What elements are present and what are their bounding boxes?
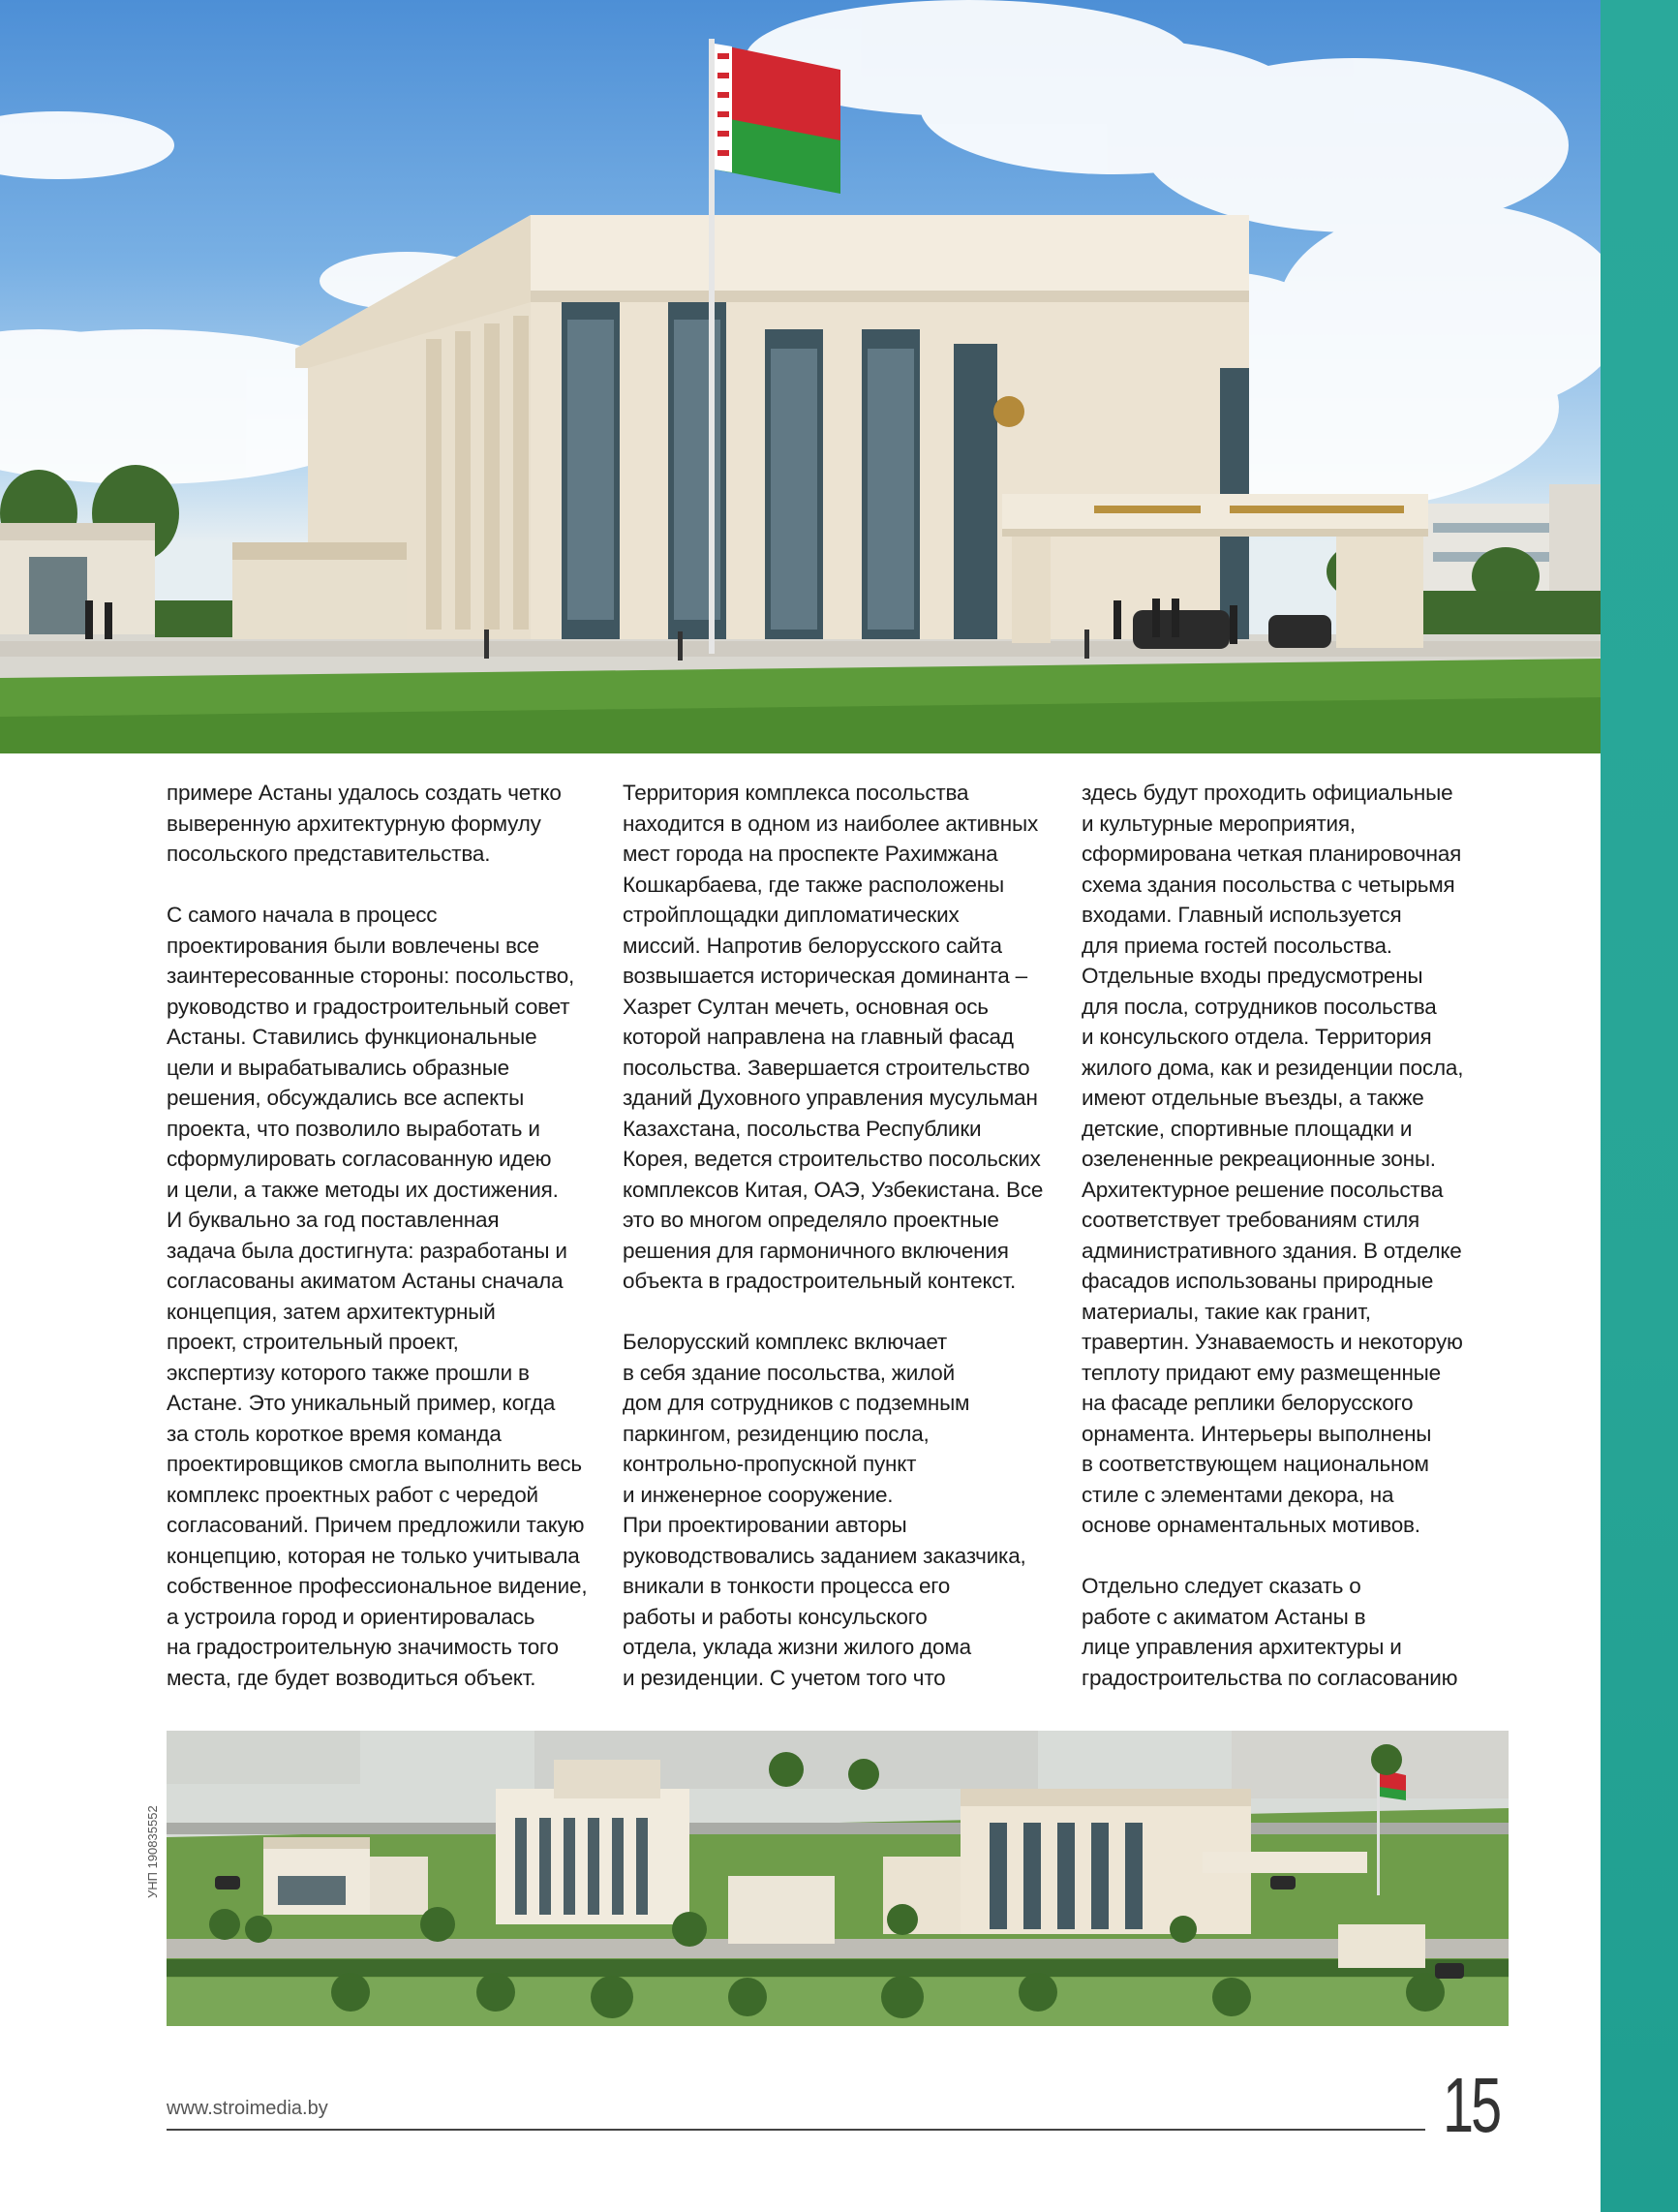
paragraph: здесь будут проходить официальные и культурные мероприятия, сформирована четкая планировочная схема здания посольства с четырьмя входами. Главный используется для приема гостей посольства. Отдельные входы предусмотрены для посла, сотрудников посольства и консульского отдела. Территория жилого дома, как и резиденции посла, имеют отдельные въезды, а также детские, спортивные площадки и озелененные рекреационные зоны. Архитектурное решение посольства соответствует требованиям стиля административного здания. В отделке фасадов использованы природные материалы, такие как гранит, травертин. Узнаваемость и некоторую теплоту придают ему размещенные на фасаде реплики белорусского орнамента. Интерьеры выполнены в соответствующем национальном стиле с элементами декора, на основе орнаментальных мотивов. — [1082, 781, 1464, 1537]
paragraph: С самого начала в процесс проектирования были вовлечены все заинтересованные стороны: посольство, руководство и градостроительный совет Астаны. Ставились функциональные цели и вырабатывались образные решения, обсуждались все аспекты проекта, что позволило выработать и сформулировать согласованную идею и цели, а также методы их достижения. И буквально за год поставленная задача была достигнута: разработаны и согласованы акиматом Астаны сначала концепция, затем архитектурный проект, строительный проект, экспертизу которого также прошли в Астане. Это уникальный пример, когда за столь короткое время команда проектировщиков смогла выполнить весь комплекс проектных работ с чередой согласований. Причем предложили такую концепцию, которая не только учитывала собственное профессиональное видение, а устроила город и ориентировалась на градостроительную значимость того места, где будет возводиться объект. — [167, 903, 588, 1690]
footer-divider — [167, 2129, 1425, 2131]
paragraph: Белорусский комплекс включает в себя здание посольства, жилой дом для сотрудников с подземным паркингом, резиденцию посла, контрольно-пропускной пункт и инженерное сооружение. При проектировании авторы руководствовались заданием заказчика, вникали в тонкости процесса его работы и работы консульского отдела, уклада жизни жилого дома и резиденции. С учетом того что — [623, 1330, 1026, 1690]
embassy-hero-image — [0, 0, 1601, 753]
footer-url[interactable]: www.stroimedia.by — [167, 2098, 328, 2119]
paragraph: примере Астаны удалось создать четко выверенную архитектурную формулу посольского представительства. — [167, 781, 562, 866]
text-column-2 — [623, 778, 1058, 1693]
paragraph: Отдельно следует сказать о работе с акиматом Астаны в лице управления архитектуры и градостроительства по согласованию — [1082, 1574, 1458, 1690]
paragraph: Территория комплекса посольства находится в одном из наиболее активных мест города на проспекте Рахимжана Кошкарбаева, где также расположены стройплощадки дипломатических миссий. Напротив белорусского сайта возвышается историческая доминанта – Хазрет Султан мечеть, основная ось которой направлена на главный фасад посольства. Завершается строительство зданий Духовного управления мусульман Казахстана, посольства Республики Корея, ведется строительство посольских комплексов Китая, ОАЭ, Узбекистана. Все это во многом определяло проектные решения для гармоничного включения объекта в градостроительный контекст. — [623, 781, 1044, 1293]
text-column-3 — [1082, 778, 1517, 1693]
side-registration-code: УНП 190835552 — [145, 1805, 160, 1898]
site-aerial-image — [167, 1731, 1509, 2026]
accent-stripe — [1601, 0, 1678, 2212]
text-column-1 — [167, 778, 602, 1693]
page-number: 15 — [1443, 2062, 1500, 2148]
